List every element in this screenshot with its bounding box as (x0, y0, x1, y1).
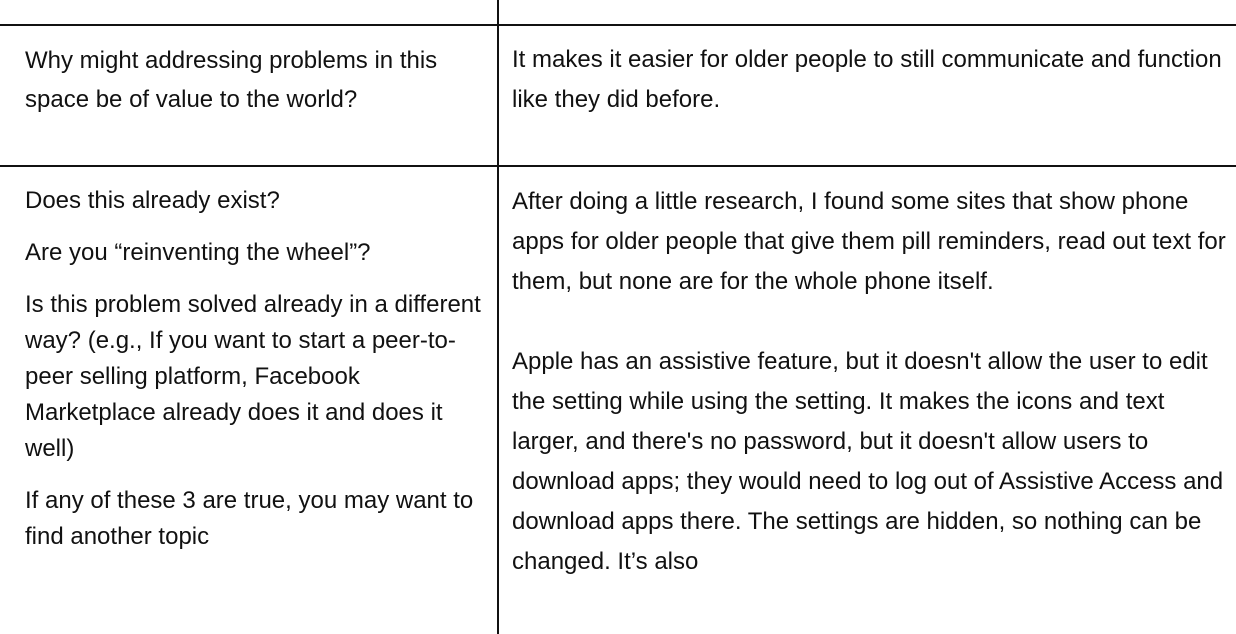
answer-apple-paragraph: Apple has an assistive feature, but it doesn't allow the user to edit the setting while using the setting. It makes the icons and text larger, and there's no password, but it doesn't allow users to download apps; they would need to log out of Assistive Access and download apps there. The settings are hidden, so nothing can be changed. It’s also (512, 348, 1224, 575)
answer-research-paragraph: After doing a little research, I found some sites that show phone apps for older people that give them pill reminders, read out text for them, but none are for the whole phone itself. (512, 188, 1226, 295)
question-text: Why might addressing problems in this space be of value to the world? (25, 47, 438, 113)
answer-text: It makes it easier for older people to still communicate and function like they did before. (512, 46, 1222, 113)
question-cell-existing (25, 183, 485, 555)
question-exists: Does this already exist? (25, 187, 280, 214)
question-find-another-topic: If any of these 3 are true, you may want to find another topic (25, 487, 474, 550)
answer-cell-existing (512, 182, 1227, 582)
question-reinventing: Are you “reinventing the wheel”? (25, 239, 371, 266)
table-column-divider (497, 0, 499, 634)
question-solved-differently: Is this problem solved already in a different way? (e.g., If you want to start a peer-to-peer selling platform, Facebook Marketplace already does it and does it well) (25, 291, 481, 462)
table-row-divider-top (0, 24, 1236, 26)
question-cell-value (25, 41, 485, 119)
table-row-divider-middle (0, 165, 1236, 167)
answer-cell-value (512, 40, 1227, 120)
